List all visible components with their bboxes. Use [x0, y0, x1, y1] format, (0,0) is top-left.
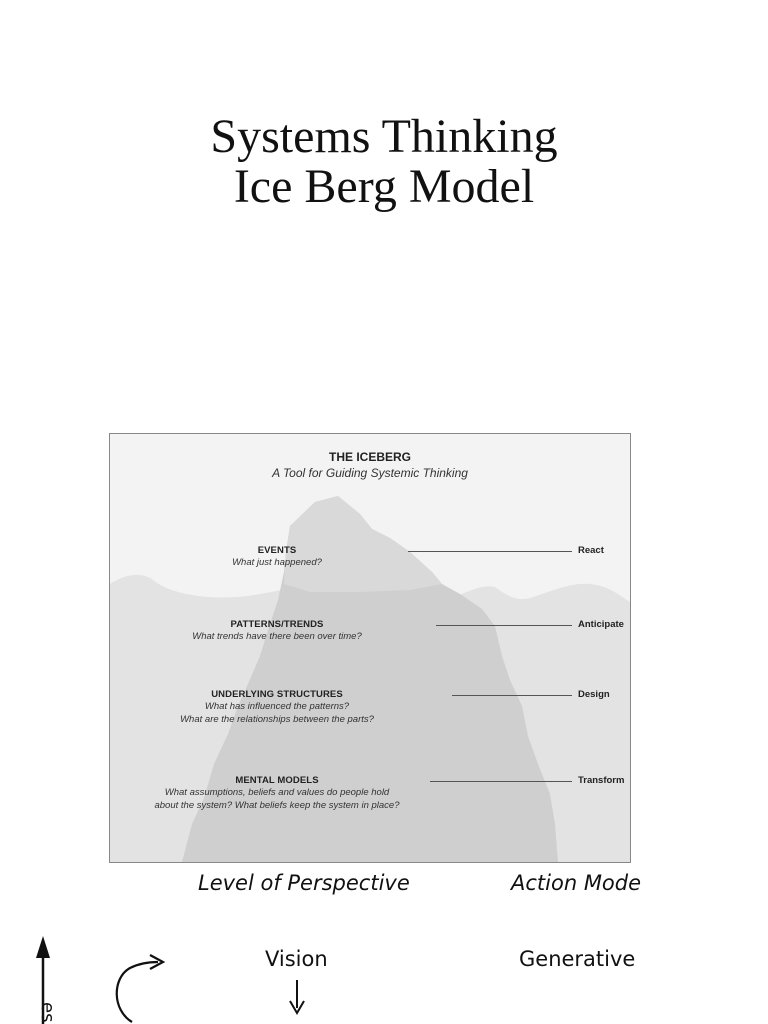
level-mental-models [109, 775, 447, 812]
action-anticipate: Anticipate [578, 619, 624, 630]
iceberg-subtitle: A Tool for Guiding Systemic Thinking [272, 466, 468, 480]
iceberg-title: THE ICEBERG [328, 450, 411, 464]
level-underlying-structures [109, 689, 447, 726]
vision-label: Vision [265, 947, 328, 971]
action-react: React [578, 545, 604, 556]
connector-line [436, 625, 572, 626]
rotated-cut-label: es [37, 1002, 58, 1023]
level-question: about the system? What beliefs keep the system in place? [154, 800, 400, 811]
down-arrow-head [290, 1001, 304, 1013]
level-of-perspective-label: Level of Perspective [198, 871, 410, 895]
slide-title-line-2: Ice Berg Model [233, 160, 535, 213]
level-name: EVENTS [257, 545, 297, 556]
iceberg-tip [284, 496, 442, 592]
action-transform: Transform [578, 775, 625, 786]
slide-title [0, 112, 768, 212]
action-design: Design [578, 689, 610, 700]
iceberg-figure [109, 433, 631, 863]
level-question: What has influenced the patterns? [204, 701, 350, 712]
action-mode-label: Action Mode [511, 871, 642, 895]
level-question: What are the relationships between the parts? [180, 714, 374, 725]
level-patterns-trends [109, 619, 447, 643]
connector-line [452, 695, 572, 696]
level-events [109, 545, 447, 569]
vertical-arrow-head [36, 936, 50, 958]
connector-line [408, 551, 572, 552]
level-question: What just happened? [232, 557, 322, 568]
slide-title-line-1: Systems Thinking [210, 110, 558, 163]
curved-arrow [117, 962, 158, 1022]
curved-arrow-head [150, 955, 163, 969]
level-question: What trends have there been over time? [192, 631, 362, 642]
level-name: PATTERNS/TRENDS [230, 619, 324, 630]
generative-label: Generative [519, 947, 636, 971]
level-name: UNDERLYING STRUCTURES [211, 689, 343, 700]
level-name: MENTAL MODELS [235, 775, 319, 786]
connector-line [430, 781, 572, 782]
level-question: What assumptions, beliefs and values do people hold [164, 787, 390, 798]
iceberg-header [110, 450, 630, 480]
